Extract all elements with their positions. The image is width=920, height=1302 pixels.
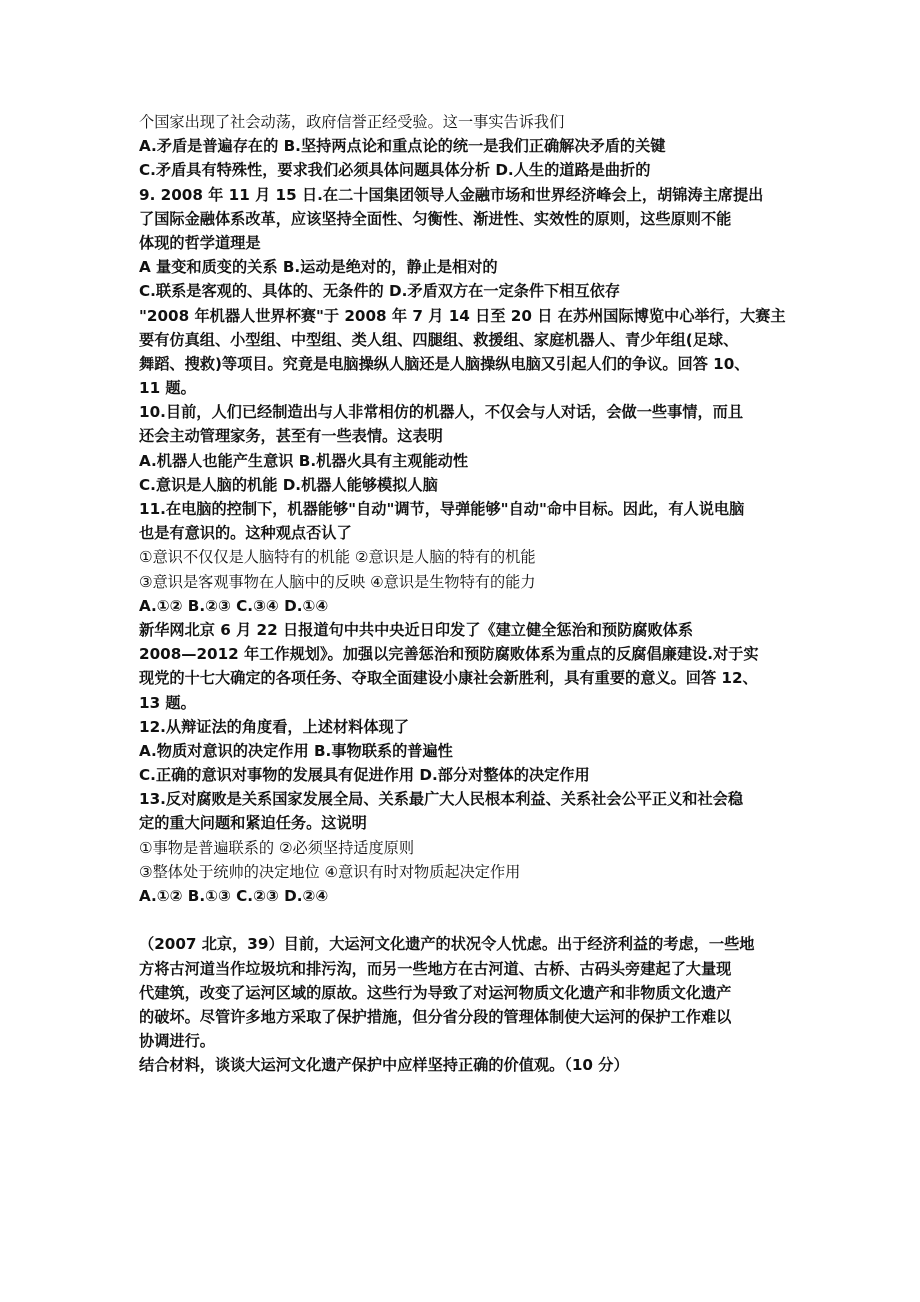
option-line: A 量变和质变的关系 B.运动是绝对的，静止是相对的 [139, 258, 498, 277]
question-11-line: 11.在电脑的控制下，机器能够"自动"调节，导弹能够"自动"命中目标。因此，有人说电脑 [139, 500, 745, 518]
option-line: A.物质对意识的决定作用 B.事物联系的普遍性 [139, 741, 453, 760]
option-line: A.矛盾是普遍存在的 B.坚持两点论和重点论的统一是我们正确解决矛盾的关键 [139, 137, 666, 156]
essay-passage-line: 方将古河道当作垃圾坑和排污沟，而另一些地方在古河道、古桥、古码头旁建起了大量现 [139, 959, 732, 978]
option-line: C.意识是人脑的机能 D.机器人能够模拟人脑 [139, 475, 438, 494]
essay-passage-line: 的破坏。尽管许多地方采取了保护措施，但分省分段的管理体制使大运河的保护工作难以 [139, 1007, 732, 1026]
option-line: C.矛盾具有特殊性，要求我们必须具体问题具体分析 D.人生的道路是曲折的 [139, 161, 651, 180]
question-10-line: 10.目前，人们已经制造出与人非常相仿的机器人，不仅会与人对话，会做一些事情，而且 [139, 403, 744, 422]
passage-line: 舞蹈、搜救)等项目。究竟是电脑操纵人脑还是人脑操纵电脑又引起人们的争议。回答 10、 [139, 354, 750, 373]
essay-passage-line: 协调进行。 [139, 1032, 215, 1051]
text-line: 个国家出现了社会动荡，政府信誉正经受验。这一事实告诉我们 [139, 113, 565, 131]
option-line: A.①② B.②③ C.③④ D.①④ [139, 596, 329, 615]
essay-passage-line: （2007 北京，39）目前，大运河文化遗产的状况令人忧虑。出于经济利益的考虑，一些地 [139, 935, 755, 954]
passage-line: 新华网北京 6 月 22 日报道句中共中央近日印发了《建立健全惩治和预防腐败体系 [139, 620, 694, 639]
question-9-line: 9. 2008 年 11 月 15 日.在二十国集团领导人金融市场和世界经济峰会上，胡锦涛主席提出 [139, 185, 764, 204]
statement-line: ③意识是客观事物在人脑中的反映 ④意识是生物特有的能力 [139, 572, 536, 591]
statement-line: ①事物是普遍联系的 ②必须坚持适度原则 [139, 838, 415, 857]
passage-line: 11 题。 [139, 379, 196, 398]
question-13-line: 13.反对腐败是关系国家发展全局、关系最广大人民根本利益、关系社会公平正义和社会稳 [139, 790, 744, 809]
text-line: 体现的哲学道理是 [139, 233, 261, 252]
essay-question-line: 结合材料，谈谈大运河文化遗产保护中应样坚持正确的价值观。（10 分） [139, 1056, 629, 1075]
passage-line: 2008—2012 年工作规划》。加强以完善惩治和预防腐败体系为重点的反腐倡廉建设.对于实 [139, 645, 759, 664]
passage-line: "2008 年机器人世界杯赛"于 2008 年 7 月 14 日至 20 日 在苏州国际博览中心举行，大赛主 [139, 306, 786, 325]
text-line: 还会主动管理家务，甚至有一些表情。这表明 [139, 427, 443, 446]
passage-line: 13 题。 [139, 693, 196, 712]
text-line: 了国际金融体系改革，应该坚持全面性、匀衡性、渐进性、实效性的原则，这些原则不能 [139, 209, 732, 228]
essay-passage-line: 代建筑，改变了运河区域的原故。这些行为导致了对运河物质文化遗产和非物质文化遗产 [139, 983, 732, 1002]
passage-line: 现党的十七大确定的各项任务、夺取全面建设小康社会新胜利，具有重要的意义。回答 12、 [139, 669, 758, 688]
option-line: A.①② B.①③ C.②③ D.②④ [139, 887, 329, 905]
passage-line: 要有仿真组、小型组、中型组、类人组、四腿组、救援组、家庭机器人、青少年组(足球、 [139, 330, 739, 349]
statement-line: ③整体处于统帅的决定地位 ④意识有时对物质起决定作用 [139, 862, 521, 881]
option-line: C.联系是客观的、具体的、无条件的 D.矛盾双方在一定条件下相互依存 [139, 282, 621, 301]
blank-line [139, 908, 791, 932]
option-line: A.机器人也能产生意识 B.机器火具有主观能动性 [139, 451, 469, 470]
document-page [139, 110, 791, 1078]
text-line: 也是有意识的。这种观点否认了 [139, 524, 352, 543]
question-12-line: 12.从辩证法的角度看，上述材料体现了 [139, 717, 409, 736]
text-line: 定的重大问题和紧迫任务。这说明 [139, 814, 367, 833]
option-line: C.正确的意识对事物的发展具有促进作用 D.部分对整体的决定作用 [139, 766, 590, 785]
statement-line: ①意识不仅仅是人脑特有的机能 ②意识是人脑的特有的机能 [139, 548, 536, 567]
